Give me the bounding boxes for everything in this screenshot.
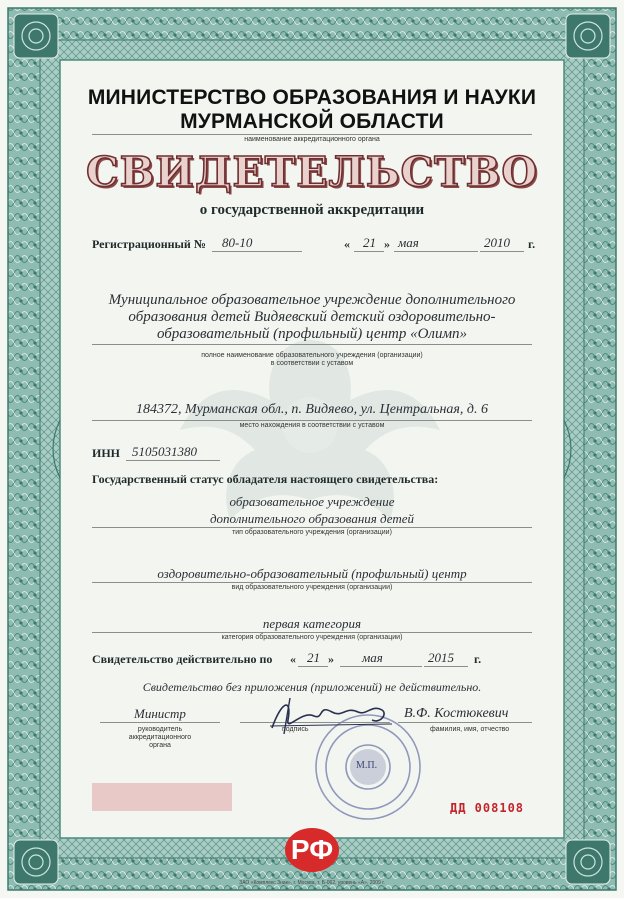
institution-type-underline xyxy=(92,527,532,528)
institution-kind-caption: вид образовательного учреждения (организации) xyxy=(231,584,393,591)
organization-name-line3: образовательный (профильный) центр «Олимп» xyxy=(156,326,468,342)
status-heading: Государственный статус обладателя настоящего свидетельства: xyxy=(92,472,439,486)
institution-type-caption: тип образовательного учреждения (организации) xyxy=(232,529,392,536)
validity-year-suffix: г. xyxy=(474,652,482,666)
validity-day: 21 xyxy=(307,650,320,665)
ministry-name xyxy=(60,86,564,134)
institution-category: первая категория xyxy=(262,616,362,631)
validity-day-line xyxy=(298,666,328,667)
position-caption-line2: аккредитационного xyxy=(128,734,192,741)
seal-label: М.П. xyxy=(356,760,378,771)
inn-label: ИНН xyxy=(92,446,121,460)
organization-name xyxy=(80,292,544,343)
inn-value: 5105031380 xyxy=(132,444,197,459)
registration-year-line xyxy=(480,251,524,252)
registration-year: 2010 xyxy=(484,235,510,250)
institution-type-line2: дополнительного образования детей xyxy=(209,511,415,526)
rf-logo: РФ xyxy=(285,828,339,872)
ministry-name-line2: МУРМАНСКОЙ ОБЛАСТИ xyxy=(180,110,444,133)
validity-month-line xyxy=(340,666,422,667)
position-caption-line3: органа xyxy=(149,742,171,749)
registration-label: Регистрационный № xyxy=(92,237,206,251)
signatory-position: Министр xyxy=(134,706,186,721)
institution-type-line1: образовательное учреждение xyxy=(229,494,395,509)
registration-month-line xyxy=(394,251,478,252)
organization-address: 184372, Мурманская обл., п. Видяево, ул. Центральная, д. 6 xyxy=(136,402,488,417)
organization-name-caption xyxy=(92,352,532,368)
organization-name-line2: образования детей Видяевский детский оздоровительно- xyxy=(128,309,496,325)
organization-name-caption-line2: в соответствии с уставом xyxy=(270,360,354,367)
signature-caption: подпись xyxy=(282,726,309,733)
validity-quote-open: « xyxy=(290,652,296,666)
organization-address-caption: место нахождения в соответствии с уставом xyxy=(239,422,385,429)
institution-kind-underline xyxy=(92,582,532,583)
certificate-subtitle: о государственной аккредитации xyxy=(199,202,425,218)
institution-category-underline xyxy=(92,632,532,633)
registration-number-line xyxy=(212,251,302,252)
institution-kind: оздоровительно-образовательный (профильный) центр xyxy=(157,566,467,581)
signatory-position-underline xyxy=(100,722,220,723)
validity-year-line xyxy=(424,666,468,667)
security-strip xyxy=(92,783,232,811)
institution-category-caption: категория образовательного учреждения (организации) xyxy=(221,634,403,641)
validity-note: Свидетельство без приложения (приложений) не действительно. xyxy=(142,680,482,694)
signatory-name-caption: фамилия, имя, отчество xyxy=(430,726,510,733)
certificate-title: СВИДЕТЕЛЬСТВО xyxy=(85,148,539,196)
ministry-caption: наименование аккредитационного органа xyxy=(244,136,380,143)
registration-number: 80-10 xyxy=(222,235,253,250)
position-caption-line1: руководитель xyxy=(137,726,183,733)
organization-name-line1: Муниципальное образовательное учреждение дополнительного xyxy=(108,292,516,308)
registration-day: 21 xyxy=(363,235,376,250)
institution-type xyxy=(92,493,532,527)
ministry-name-line1: МИНИСТЕРСТВО ОБРАЗОВАНИЯ И НАУКИ xyxy=(87,86,537,109)
printer-footer: ЗАО «Комплекс Знак», г. Москва, т. Б-062, уровень «А», 2009 г. xyxy=(239,880,385,886)
signatory-position-caption xyxy=(100,726,220,750)
validity-month: мая xyxy=(362,650,383,665)
organization-name-underline xyxy=(92,344,532,345)
validity-quote-close: » xyxy=(328,652,334,666)
validity-label: Свидетельство действительно по xyxy=(92,652,273,666)
registration-month: мая xyxy=(398,235,419,250)
organization-address-underline xyxy=(92,420,532,421)
handwritten-signature xyxy=(262,690,402,740)
organization-name-caption-line1: полное наименование образовательного учреждения (организации) xyxy=(201,352,423,359)
registration-year-suffix: г. xyxy=(528,237,536,251)
validity-year: 2015 xyxy=(428,650,454,665)
signatory-name: В.Ф. Костюкевич xyxy=(404,706,509,721)
registration-day-line xyxy=(354,251,384,252)
registration-quote-close: » xyxy=(384,237,390,251)
serial-number: ДД 008108 xyxy=(450,801,525,815)
inn-underline xyxy=(126,460,220,461)
ministry-underline xyxy=(92,134,532,135)
registration-quote-open: « xyxy=(344,237,350,251)
